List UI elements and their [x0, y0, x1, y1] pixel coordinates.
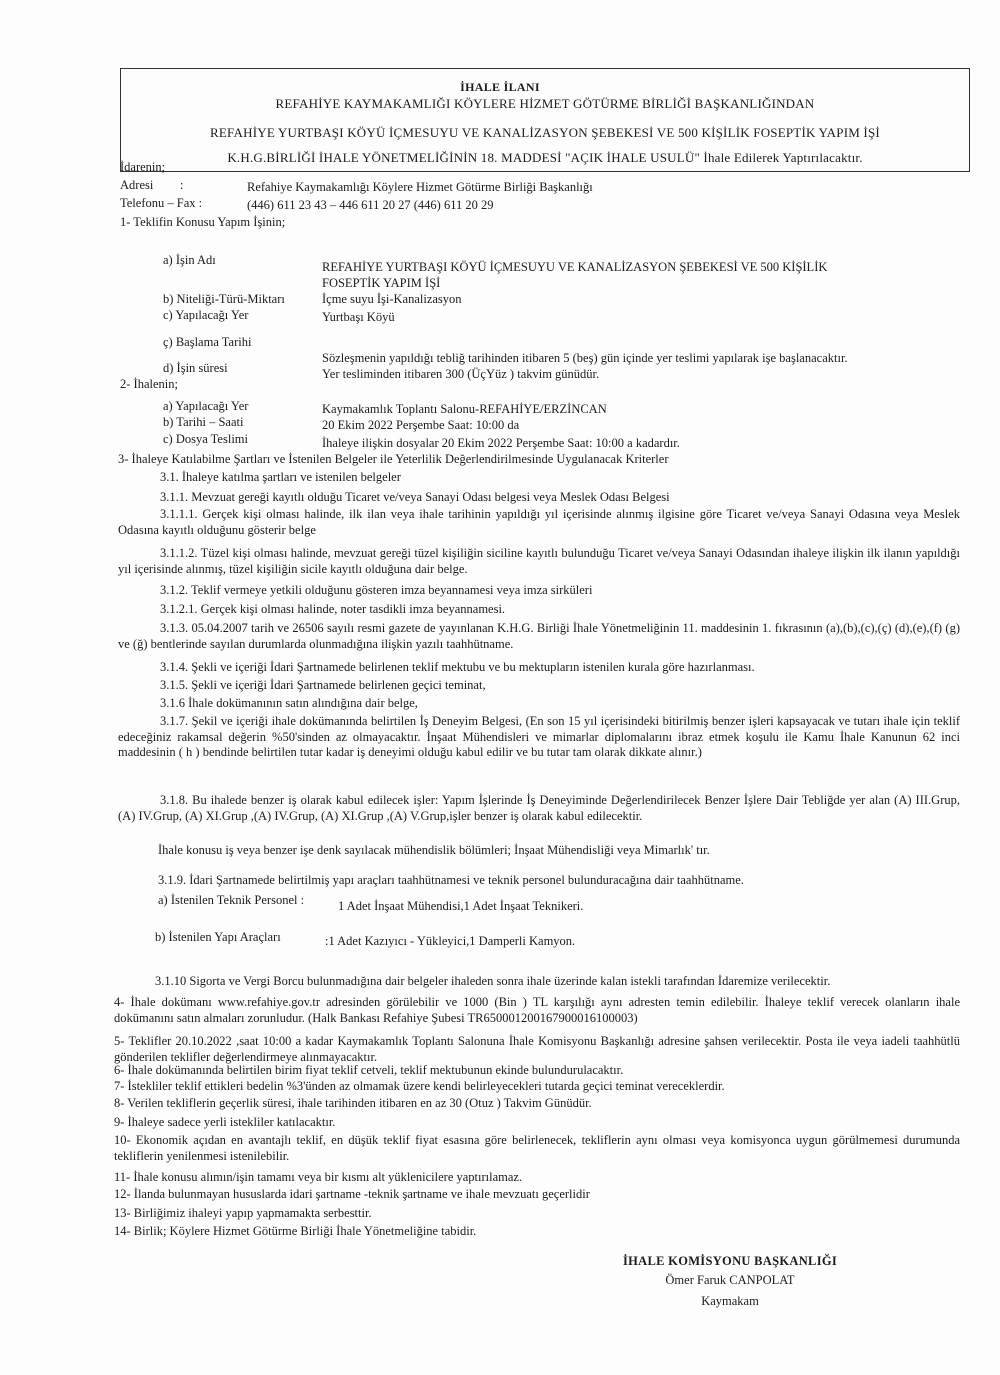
signature-title: İHALE KOMİSYONU BAŞKANLIĞI	[622, 1254, 838, 1268]
project-title-line: REFAHİYE YURTBAŞI KÖYÜ İÇMESUYU VE KANALİZASYON ŞEBEKESİ VE 500 KİŞİLİK FOSEPTİK YAPIM İŞİ	[210, 125, 880, 140]
signature-role: Kaymakam	[701, 1294, 759, 1308]
tender-place-value: Kaymakamlık Toplantı Salonu-REFAHİYE/ERZİNCAN	[322, 402, 607, 416]
type-label: b) Niteliği-Türü-Miktarı	[163, 292, 285, 306]
section-2-heading: 2- İhalenin;	[120, 377, 178, 391]
item-3-1-8: 3.1.8. Bu ihalede benzer iş olarak kabul edilecek işler: Yapım İşlerinde İş Deneyiminde Değerlendirilecek Benzer İşlere Dair Tebliğde yer alan (A) III.Grup, (A) IV.Grup, (A) XI.Grup ,(A) IV.Grup, (A) XI.Grup ,(A) V.Grup,işler benzer iş olarak kabul edilecektir.	[118, 793, 960, 823]
technical-personnel-value: 1 Adet İnşaat Mühendisi,1 Adet İnşaat Teknikeri.	[338, 899, 584, 913]
location-label: c) Yapılacağı Yer	[163, 308, 249, 322]
duration-label: d) İşin süresi	[163, 361, 228, 375]
work-name-label: a) İşin Adı	[163, 253, 216, 267]
start-date-value: Sözleşmenin yapıldığı tebliğ tarihinden itibaren 5 (beş) gün içinde yer teslimi yapılarak işe başlanacaktır.	[322, 351, 848, 365]
item-3-1-9: 3.1.9. İdari Şartnamede belirtilmiş yapı araçları taahhütnamesi ve teknik personel bulunduracağına dair taahhütname.	[158, 873, 744, 887]
item-11: 11- İhale konusu alımın/işin tamamı veya bir kısmı alt yüklenicilere yaptırılamaz.	[114, 1170, 523, 1184]
item-3-1-5: 3.1.5. Şekli ve içeriği İdari Şartnamede belirlenen geçici teminat,	[160, 678, 486, 692]
address-label: Adresi	[120, 178, 154, 192]
item-5: 5- Teklifler 20.10.2022 ,saat 10:00 a kadar Kaymakamlık Toplantı Salonuna İhale Komisyonu Başkanlığı adresine şahsen verilecektir. Posta ile veya iadeli taahhütlü gönderilen teklifler değerlendirmeye alınmayacaktır.	[114, 1034, 960, 1064]
address-separator: :	[180, 178, 184, 192]
item-3-1-1: 3.1.1. Mevzuat gereği kayıtlı olduğu Ticaret ve/veya Sanayi Odası belgesi veya Meslek Odası Belgesi	[160, 490, 670, 504]
signature-name: Ömer Faruk CANPOLAT	[665, 1273, 795, 1287]
item-4: 4- İhale dokümanı www.refahiye.gov.tr adresinden görülebilir ve 1000 (Bin ) TL karşılığı aynı adresten temin edilebilir. İhaleye teklif verecek olanların ihale dokümanını satın almaları zorunludur. (Halk Bankası Refahiye Şubesi TR650001200167900016100003)	[114, 995, 960, 1025]
tender-date-label: b) Tarihi – Saati	[163, 415, 244, 429]
section-1-heading: 1- Teklifin Konusu Yapım İşinin;	[120, 215, 286, 229]
technical-personnel-label: a) İstenilen Teknik Personel :	[158, 893, 305, 907]
item-9: 9- İhaleye sadece yerli istekliler katılacaktır.	[114, 1115, 336, 1129]
type-value: İçme suyu İşi-Kanalizasyon	[322, 292, 462, 306]
item-3-1-7: 3.1.7. Şekil ve içeriği ihale dokümanında belirtilen İş Deneyim Belgesi, (En son 15 yıl içerisindeki bitirilmiş benzer işleri kapsayacak ve tutarı ihale için teklif edeceğiniz rakamsal değerin %50'sinden az olmayacaktır. İnşaat Mühendisleri ve mimarlar diplomalarını ibraz etmek koşulu ile Kamu İhale Kanunun 62 inci maddesinin ( h ) bendinde belirtilen tutar kadar iş deneyimi olduğu kabul edilir ve bu tutar tam olarak dikkate alınır.)	[118, 714, 960, 760]
address-value: Refahiye Kaymakamlığı Köylere Hizmet Götürme Birliği Başkanlığı	[247, 180, 593, 194]
file-submission-label: c) Dosya Teslimi	[163, 432, 248, 446]
item-3-1-4: 3.1.4. Şekli ve içeriği İdari Şartnamede belirlenen teklif mektubu ve bu mektupların istenilen kurala göre hazırlanması.	[160, 660, 755, 674]
item-8: 8- Verilen tekliflerin geçerlik süresi, ihale tarihinden itibaren en az 30 (Otuz ) Takvim Günüdür.	[114, 1096, 592, 1110]
item-10: 10- Ekonomik açıdan en avantajlı teklif, en düşük teklif fiyat esasına göre belirlenecek, tekliflerin aynı olması veya komisyonca uygun görülmemesi durumunda tekliflerin yenilenmesi istenilebilir.	[114, 1133, 960, 1163]
work-name-value-2: FOSEPTİK YAPIM İŞİ	[322, 276, 441, 290]
work-name-value-1: REFAHİYE YURTBAŞI KÖYÜ İÇMESUYU VE KANALİZASYON ŞEBEKESİ VE 500 KİŞİLİK	[322, 260, 828, 274]
item-3-1-3: 3.1.3. 05.04.2007 tarih ve 26506 sayılı resmi gazete de yayınlanan K.H.G. Birliği İhale Yönetmeliğinin 11. maddesinin 1. fıkrasının (a),(b),(c),(ç) (d),(e),(f) (g) ve (ğ) bentlerinde sayılan durumlarda olunmadığına ilişkin yazılı taahhütname.	[118, 621, 960, 651]
start-date-label: ç) Başlama Tarihi	[163, 335, 252, 349]
item-3-1-10: 3.1.10 Sigorta ve Vergi Borcu bulunmadığına dair belgeler ihaleden sonra ihale üzerinde kalan istekli tarafından İdaremize verilecektir.	[155, 974, 831, 988]
item-6: 6- İhale dokümanında belirtilen birim fiyat teklif cetveli, teklif mektubunun ekinde bulundurulacaktır.	[114, 1063, 624, 1077]
item-7: 7- İstekliler teklif ettikleri bedelin %3'ünden az olmamak üzere kendi belirleyecekleri tutarda geçici teminat vereceklerdir.	[114, 1079, 725, 1093]
location-value: Yurtbaşı Köyü	[322, 310, 395, 324]
file-submission-value: İhaleye ilişkin dosyalar 20 Ekim 2022 Perşembe Saat: 10:00 a kadardır.	[322, 436, 680, 450]
announcement-title: İHALE İLANI	[460, 80, 540, 94]
item-14: 14- Birlik; Köylere Hizmet Götürme Birliği İhale Yönetmeliğine tabidir.	[114, 1224, 477, 1238]
admin-label: İdarenin;	[120, 160, 166, 174]
item-3-1-1-1: 3.1.1.1. Gerçek kişi olması halinde, ilk ilan veya ihale tarihinin yapıldığı yıl içerisinde alınmış ilgisine göre Ticaret ve/veya Sanayi Odasına veya Meslek Odasına kayıtlı olduğunu gösterir belge	[118, 507, 960, 537]
item-3-1-1-2: 3.1.1.2. Tüzel kişi olması halinde, mevzuat gereği tüzel kişiliğin siciline kayıtlı bulunduğu Ticaret ve/veya Sanayi Odasından ihaleye ilişkin ilk ilanın yapıldığı yıl içerisinde alınmış, tüzel kişiliğin sicile kayıtlı olduğuna dair belge.	[118, 546, 960, 576]
item-3-1: 3.1. İhaleye katılma şartları ve istenilen belgeler	[160, 470, 401, 484]
duration-value: Yer tesliminden itibaren 300 (ÜçYüz ) takvim günüdür.	[322, 367, 600, 381]
vehicles-value: :1 Adet Kazıyıcı - Yükleyici,1 Damperli Kamyon.	[325, 934, 576, 948]
vehicles-label: b) İstenilen Yapı Araçları	[155, 930, 281, 944]
procedure-line: K.H.G.BİRLİĞİ İHALE YÖNETMELİĞİNİN 18. MADDESİ "AÇIK İHALE USULÜ" İhale Edilerek Yaptırılacaktır.	[227, 150, 863, 165]
item-12: 12- İlanda bulunmayan hususlarda idari şartname -teknik şartname ve ihale mevzuatı geçerlidir	[114, 1187, 590, 1201]
item-13: 13- Birliğimiz ihaleyi yapıp yapmamakta serbesttir.	[114, 1206, 372, 1220]
phone-label: Telefonu – Fax :	[120, 196, 203, 210]
item-3-1-6: 3.1.6 İhale dokümanının satın alındığına dair belge,	[160, 696, 418, 710]
tender-date-value: 20 Ekim 2022 Perşembe Saat: 10:00 da	[322, 418, 520, 432]
engineering-note: İhale konusu iş veya benzer işe denk sayılacak mühendislik bölümleri; İnşaat Mühendisliği veya Mimarlık' tır.	[158, 843, 710, 857]
item-3-1-2-1: 3.1.2.1. Gerçek kişi olması halinde, noter tasdikli imza beyannamesi.	[160, 602, 506, 616]
issuer-line: REFAHİYE KAYMAKAMLIĞI KÖYLERE HİZMET GÖTÜRME BİRLİĞİ BAŞKANLIĞINDAN	[275, 96, 815, 111]
tender-place-label: a) Yapılacağı Yer	[163, 399, 249, 413]
section-3-heading: 3- İhaleye Katılabilme Şartları ve İstenilen Belgeler ile Yeterlilik Değerlendirilmesinde Uygulanacak Kriterler	[118, 452, 669, 466]
item-3-1-2: 3.1.2. Teklif vermeye yetkili olduğunu gösteren imza beyannamesi veya imza sirküleri	[160, 583, 593, 597]
phone-value: (446) 611 23 43 – 446 611 20 27 (446) 611 20 29	[247, 198, 494, 212]
